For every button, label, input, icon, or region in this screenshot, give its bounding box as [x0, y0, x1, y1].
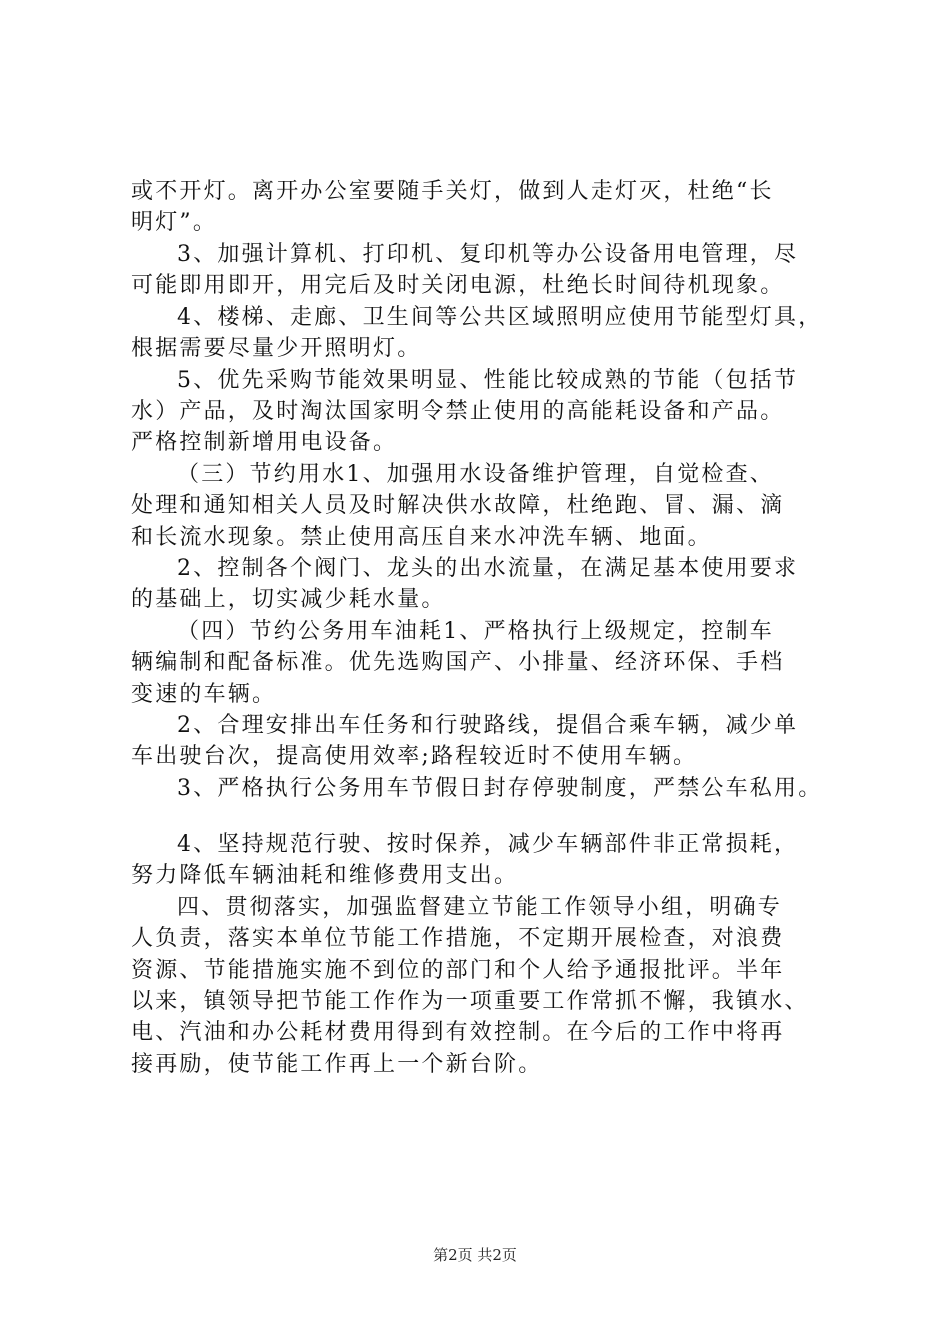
text-line-28: 接再励，使节能工作再上一个新台阶。 [131, 1052, 543, 1077]
text-line-3: 3、加强计算机、打印机、复印机等办公设备用电管理，尽 [177, 242, 799, 267]
text-line-12: 和长流水现象。禁止使用高压自来水冲洗车辆、地面。 [131, 525, 712, 550]
text-line-26: 以来，镇领导把节能工作作为一项重要工作常抓不懈，我镇水、 [131, 989, 809, 1014]
text-line-6: 根据需要尽量少开照明灯。 [131, 336, 422, 361]
text-line-22: 努力降低车辆油耗和维修费用支出。 [131, 863, 519, 888]
text-line-17: 变速的车辆。 [131, 682, 277, 707]
text-line-10: （三）节约用水1、加强用水设备维护管理，自觉检查、 [177, 462, 774, 487]
text-line-13: 2、控制各个阀门、龙头的出水流量，在满足基本使用要求 [177, 556, 799, 581]
text-line-19: 车出驶台次，提高使用效率;路程较近时不使用车辆。 [131, 744, 698, 769]
text-line-20: 3、严格执行公务用车节假日封存停驶制度，严禁公车私用。 [177, 776, 823, 801]
text-line-7: 5、优先采购节能效果明显、性能比较成熟的节能（包括节 [177, 368, 799, 393]
text-line-2: 明灯”。 [131, 210, 218, 235]
text-line-5: 4、楼梯、走廊、卫生间等公共区域照明应使用节能型灯具， [177, 305, 823, 330]
text-line-15: （四）节约公务用车油耗1、严格执行上级规定，控制车 [177, 619, 774, 644]
text-line-24: 人负责，落实本单位节能工作措施，不定期开展检查，对浪费 [131, 926, 785, 951]
text-line-21: 4、坚持规范行驶、按时保养，减少车辆部件非正常损耗， [177, 832, 799, 857]
text-line-27: 电、汽油和办公耗材费用得到有效控制。在今后的工作中将再 [131, 1020, 785, 1045]
text-line-18: 2、合理安排出车任务和行驶路线，提倡合乘车辆，减少单 [177, 713, 799, 738]
text-line-4: 可能即用即开，用完后及时关闭电源，杜绝长时间待机现象。 [131, 273, 785, 298]
text-line-16: 辆编制和配备标准。优先选购国产、小排量、经济环保、手档 [131, 650, 785, 675]
text-line-1: 或不开灯。离开办公室要随手关灯，做到人走灯灭，杜绝“长 [131, 179, 774, 204]
text-line-23: 四、贯彻落实，加强监督建立节能工作领导小组，明确专 [177, 895, 783, 920]
text-line-14: 的基础上，切实减少耗水量。 [131, 587, 446, 612]
text-line-9: 严格控制新增用电设备。 [131, 430, 398, 455]
text-line-8: 水）产品，及时淘汰国家明令禁止使用的高能耗设备和产品。 [131, 399, 785, 424]
page-number-footer: 第2页 共2页 [433, 1246, 517, 1264]
text-line-25: 资源、节能措施实施不到位的部门和个人给予通报批评。半年 [131, 958, 785, 983]
text-line-11: 处理和通知相关人员及时解决供水故障，杜绝跑、冒、漏、滴 [131, 493, 785, 518]
